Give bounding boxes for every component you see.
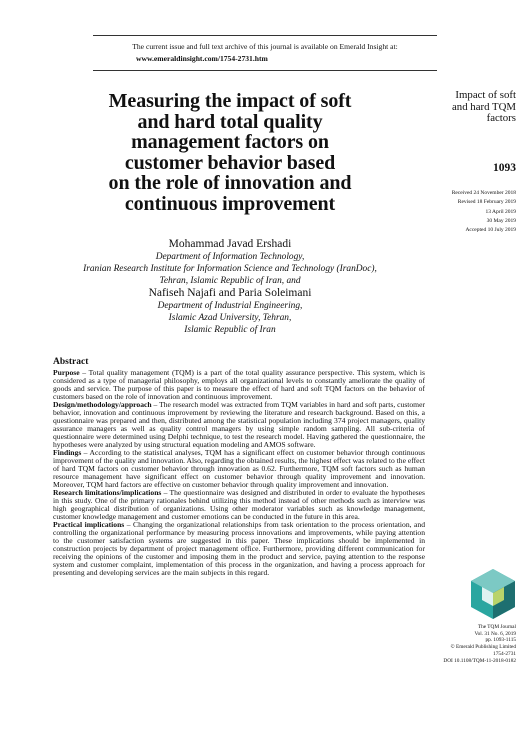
journal-access-box [93,35,437,71]
section-text: – Changing the organizational relationships from task orientation to the process orientation, and controlling the organizational performance by measuring process innovations and improvements, while paying attention to the customer satisfaction systems are suggested in this paper. These implications should be implemented in construction projects by department of project management office. Furthermore, providing different communication for receiving the opinions of the customer and imposing them in the product and service, paying attention to the response system and customer complaint, implementation of this process in the organization, and having a process approach for presenting and developing services are the main subjects in this regard. [53,520,425,577]
journal-line: pp. 1093-1115 [485,637,516,644]
section-label: Findings [53,448,82,457]
date-line: 30 May 2019 [486,217,516,224]
date-line: Accepted 10 July 2019 [465,227,516,234]
section-text: – The research model was extracted from TQM variables in hard and soft parts, customer behavior, innovation and continuous improvement by reviewing the literature and research background. Based on this, a questionnaire was prepared and then, distributed among the statistical population including 374 project managers, quality assurance managers as well as quality control managers by using simple random sampling. All sub-criteria of questionnaire were determined using Delphi technique, to test the research model. Having gathered the questionnaire, the hypotheses were analyzed by using structural equation modeling and AMOS software. [53,400,425,449]
author-block [50,238,410,336]
received-dates [400,189,516,235]
author-name: Mohammad Javad Ershadi [168,238,292,250]
section-label: Practical implications [53,520,125,529]
author-name: Nafiseh Najafi and Paria Soleimani [148,287,312,299]
date-line: Received 24 November 2018 [451,190,516,196]
running-title-line: Impact of soft [455,89,516,101]
journal-line: Vol. 31 No. 6, 2019 [474,630,516,637]
journal-line: The TQM Journal [477,624,516,630]
running-title [418,90,516,125]
title-line: management factors on [131,131,329,154]
journal-line: 1754-2731 [493,650,516,657]
abstract-section [53,449,425,489]
abstract-section [53,369,425,401]
title-line: Measuring the impact of soft [108,90,352,112]
abstract [53,358,425,577]
date-line: 13 April 2019 [485,208,516,215]
affiliation-line: Islamic Republic of Iran [184,325,276,335]
affiliation-line: Department of Industrial Engineering, [157,301,303,311]
abstract-section [53,401,425,449]
affiliation-line: Islamic Azad University, Tehran, [168,313,292,323]
date-line: Revised 18 February 2019 [457,199,516,206]
affiliation-line: Department of Information Technology, [155,252,305,262]
section-label: Purpose [53,368,80,377]
section-text: – Total quality management (TQM) is a part of the total quality assurance perspective. This system, which is considered as a type of managerial philosophy, employs all organizational levels to constantly ameliorate the quality of goods and service. The purpose of this paper is to measure the effect of hard and soft TQM factors on the behavior of customers based on the role of innovation and continuous improvement. [53,368,425,401]
section-text: – The questionnaire was designed and distributed in order to evaluate the hypotheses in this study. One of the primary rationales behind utilizing this method instead of other methods such as interview was high geographical distribution of organizations. Using other moderator variables such as knowledge management, customer knowledge management and customer emotions can be conducted in the future in this area. [53,488,425,521]
running-title-line: and hard TQM [452,100,516,113]
journal-url-link[interactable]: www.emeraldinsight.com/1754-2731.htm [136,54,268,63]
abstract-section [53,489,425,521]
title-line: continuous improvement [124,192,336,215]
section-label: Design/methodology/approach [53,400,152,409]
title-line: and hard total quality [137,110,323,133]
section-text: – According to the statistical analyses, TQM has a significant effect on customer behavior through continuous improvement of the quality and innovation. Also, regarding the obtained results, the highest effect was related to the effect of hard TQM factors on customer behavior through innovation as 0.62. Furthermore, TQM soft factors such as human resource management have significant effect on customer behavior through quality improvement and innovation. Moreover, TQM hard factors are effective on customer behavior through quality improvement and innovation. [53,448,425,489]
affiliation-line: Tehran, Islamic Republic of Iran, and [159,276,301,286]
access-note: The current issue and full text archive of this journal is available on Emerald Insight at: [132,42,398,51]
journal-info [440,624,516,664]
title-line: on the role of innovation and [108,172,352,195]
affiliation-line: Iranian Research Institute for Information Science and Technology (IranDoc), [83,264,377,274]
title-line: customer behavior based [124,151,336,174]
section-label: Research limitations/implications [53,488,162,497]
doi-link[interactable]: DOI 10.1108/TQM-11-2018-0182 [443,657,516,664]
article-title [60,91,400,215]
journal-line: © Emerald Publishing Limited [450,644,516,651]
abstract-heading: Abstract [53,357,89,367]
page-number: 1093 [493,162,516,174]
abstract-section [53,521,425,577]
publisher-logo-icon [468,567,518,621]
running-title-line: factors [486,112,516,124]
